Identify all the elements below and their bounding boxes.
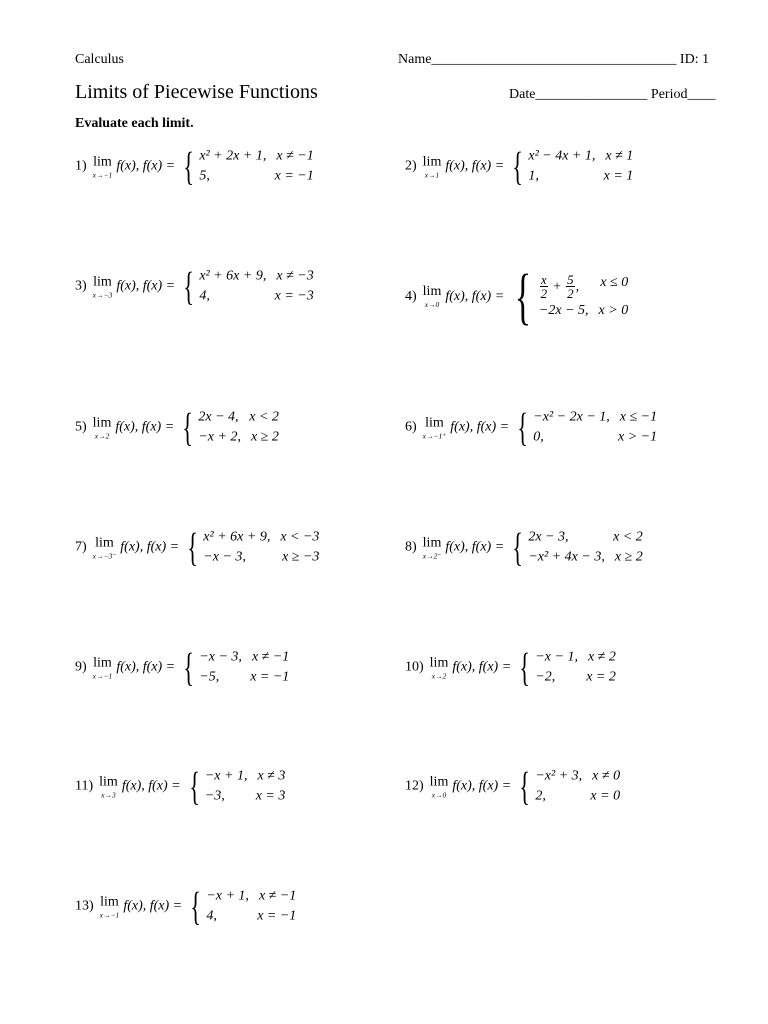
limit-operator — [93, 155, 113, 179]
case-condition: x ≠ −1 — [251, 649, 290, 665]
lim-word: lim — [429, 655, 449, 671]
case-condition: x = −1 — [250, 670, 290, 685]
lim-subscript: x→−1 — [92, 671, 113, 681]
case-expression — [539, 273, 579, 301]
case-row — [528, 528, 642, 548]
lim-word: lim — [425, 415, 444, 431]
case-expression: −x + 1, — [206, 888, 249, 904]
brace-symbol: { — [187, 525, 198, 570]
case-row — [535, 668, 616, 688]
function-label: f(x), f(x) = — [445, 540, 505, 555]
case-row — [533, 408, 657, 428]
brace-symbol: { — [183, 645, 195, 690]
case-row — [206, 907, 296, 927]
function-label: f(x), f(x) = — [115, 420, 175, 435]
problem-number: 13) — [75, 899, 94, 914]
case-expression: −3, — [204, 789, 225, 804]
case-expression: −2, — [535, 670, 556, 685]
case-row — [535, 767, 620, 787]
case-row — [535, 787, 620, 807]
piecewise-cases — [528, 147, 633, 188]
lim-subscript: x→−1 — [99, 910, 120, 920]
lim-subscript: x→1 — [424, 170, 440, 180]
piecewise-cases — [533, 408, 657, 449]
lim-word: lim — [100, 894, 119, 910]
case-condition: x ≠ 2 — [587, 649, 616, 665]
piecewise-cases — [528, 528, 642, 569]
case-row — [539, 273, 628, 301]
case-condition: x = −1 — [274, 169, 314, 184]
brace-symbol: { — [519, 764, 531, 809]
function-label: f(x), f(x) = — [116, 159, 176, 174]
piecewise-cases — [203, 528, 319, 569]
brace-symbol: { — [183, 144, 195, 189]
case-row — [539, 301, 628, 321]
name-id-line: Name___________________________________ ID: 1 — [398, 52, 710, 67]
case-condition: x ≠ −1 — [276, 148, 314, 164]
problem-number: 8) — [405, 540, 417, 555]
problem — [75, 884, 297, 929]
problem — [75, 264, 314, 309]
case-condition: x ≠ 3 — [257, 768, 286, 784]
lim-subscript: x→2⁻ — [422, 551, 442, 561]
case-condition: x < 2 — [249, 409, 279, 425]
problem — [405, 764, 621, 809]
case-condition: x ≥ 2 — [614, 550, 643, 565]
brace-symbol: { — [519, 645, 531, 690]
piecewise-cases — [539, 273, 628, 322]
limit-operator — [423, 285, 442, 309]
case-row — [198, 408, 279, 428]
case-expression: −x − 3, — [199, 649, 242, 665]
case-condition: x = 3 — [255, 789, 286, 804]
function-label: f(x), f(x) = — [452, 779, 512, 794]
fraction — [540, 273, 548, 301]
brace-symbol: { — [183, 264, 195, 309]
case-condition: x ≠ −3 — [276, 268, 314, 284]
function-label: f(x), f(x) = — [123, 899, 183, 914]
limit-operator — [93, 536, 117, 560]
case-expression: x² + 2x + 1, — [199, 148, 267, 164]
case-expression: x² − 4x + 1, — [528, 148, 596, 164]
problem-number: 7) — [75, 540, 87, 555]
page-title: Limits of Piecewise Functions — [75, 81, 318, 103]
piecewise-cases — [199, 267, 313, 308]
limit-operator — [423, 416, 447, 440]
problem — [405, 645, 616, 690]
case-row — [199, 167, 313, 187]
function-label: f(x), f(x) = — [116, 660, 176, 675]
piecewise-cases — [199, 648, 289, 689]
case-row — [205, 787, 286, 807]
lim-word: lim — [95, 535, 114, 551]
case-row — [205, 767, 286, 787]
lim-word: lim — [422, 154, 442, 170]
lim-word: lim — [93, 655, 112, 671]
problem-number: 4) — [405, 289, 417, 304]
lim-word: lim — [429, 774, 449, 790]
plus-sign: + — [548, 279, 566, 295]
piecewise-cases — [199, 147, 313, 188]
function-label: f(x), f(x) = — [120, 540, 180, 555]
problem — [405, 405, 658, 450]
limit-operator — [99, 775, 118, 799]
case-expression: 5, — [199, 169, 210, 184]
case-row — [199, 648, 289, 668]
case-condition: x = 0 — [590, 789, 621, 804]
case-condition: x ≥ −3 — [282, 550, 320, 565]
problem-number: 5) — [75, 420, 87, 435]
lim-subscript: x→−3⁻ — [92, 551, 117, 561]
case-expression: −x² + 4x − 3, — [528, 550, 605, 565]
case-expression: 2x − 4, — [198, 409, 239, 425]
case-row — [199, 147, 313, 167]
lim-word: lim — [422, 535, 442, 551]
case-expression: x² + 6x + 9, — [203, 529, 271, 545]
denominator: 2 — [540, 286, 548, 302]
lim-subscript: x→0 — [431, 790, 447, 800]
case-row — [535, 648, 616, 668]
problem-number: 11) — [75, 779, 94, 794]
case-condition: x ≠ 1 — [605, 148, 634, 164]
lim-subscript: x→−1⁺ — [422, 431, 447, 441]
function-label: f(x), f(x) = — [445, 289, 505, 304]
function-label: f(x), f(x) = — [450, 420, 510, 435]
problem-number: 6) — [405, 420, 417, 435]
case-expression: −x − 3, — [203, 550, 246, 565]
function-label: f(x), f(x) = — [121, 779, 181, 794]
limit-operator — [93, 656, 113, 680]
case-condition: x = −3 — [274, 289, 314, 304]
lim-subscript: x→0 — [424, 300, 440, 310]
problem — [75, 525, 320, 570]
case-condition: x ≤ −1 — [619, 409, 658, 425]
date-period-line: Date________________ Period____ — [509, 87, 716, 102]
lim-subscript: x→2 — [431, 671, 447, 681]
instructions: Evaluate each limit. — [75, 116, 194, 131]
case-condition: x > 0 — [598, 302, 629, 318]
piecewise-cases — [535, 648, 616, 689]
problem — [75, 405, 279, 450]
case-expression: 2x − 3, — [528, 529, 569, 545]
course-label: Calculus — [75, 52, 124, 67]
lim-subscript: x→−3 — [92, 290, 113, 300]
case-row — [206, 887, 296, 907]
brace-symbol: { — [188, 764, 200, 809]
case-row — [199, 267, 313, 287]
case-row — [198, 428, 279, 448]
case-row — [533, 428, 657, 448]
lim-subscript: x→3 — [101, 790, 116, 800]
problem — [405, 525, 643, 570]
case-row — [203, 528, 319, 548]
problem-number: 10) — [405, 660, 424, 675]
limit-operator — [100, 895, 120, 919]
brace-symbol: { — [190, 884, 202, 929]
case-expression: −x² − 2x − 1, — [533, 409, 610, 425]
case-expression: 1, — [528, 169, 539, 184]
case-condition: x < −3 — [280, 529, 320, 545]
case-expression: 2, — [535, 789, 546, 804]
problem-number: 12) — [405, 779, 424, 794]
case-condition: x ≤ 0 — [600, 274, 629, 290]
limit-operator — [93, 275, 113, 299]
case-expression: −x² + 3, — [535, 768, 583, 784]
function-label: f(x), f(x) = — [452, 660, 512, 675]
lim-word: lim — [93, 154, 112, 170]
problem-number: 9) — [75, 660, 87, 675]
comma: , — [575, 279, 580, 295]
lim-word: lim — [422, 284, 442, 300]
case-expression: −2x − 5, — [538, 302, 589, 318]
case-expression: −x − 1, — [535, 649, 578, 665]
brace-symbol: { — [514, 263, 532, 331]
case-row — [528, 548, 642, 568]
case-expression: x² + 6x + 9, — [199, 268, 267, 284]
limit-operator — [423, 155, 442, 179]
case-condition: x > −1 — [618, 430, 658, 445]
problem-number: 2) — [405, 159, 417, 174]
limit-operator — [430, 775, 449, 799]
case-row — [528, 147, 633, 167]
piecewise-cases — [206, 887, 296, 928]
lim-word: lim — [93, 274, 112, 290]
function-label: f(x), f(x) = — [116, 279, 176, 294]
case-condition: x ≠ 0 — [592, 768, 621, 784]
case-row — [528, 167, 633, 187]
brace-symbol: { — [517, 405, 528, 450]
case-expression: −x + 1, — [204, 768, 248, 784]
case-expression: 4, — [206, 909, 217, 924]
fraction — [566, 273, 575, 301]
piecewise-cases — [205, 767, 286, 808]
case-condition: x = 1 — [603, 169, 634, 184]
case-condition: x ≠ −1 — [258, 888, 297, 904]
numerator: 5 — [567, 271, 574, 287]
denominator: 2 — [567, 286, 574, 302]
case-row — [203, 548, 319, 568]
case-expression: −5, — [199, 670, 220, 685]
lim-subscript: x→2 — [94, 431, 110, 441]
problem-number: 1) — [75, 159, 87, 174]
case-row — [199, 668, 289, 688]
lim-word: lim — [92, 415, 112, 431]
lim-subscript: x→−1 — [92, 170, 113, 180]
case-condition: x = −1 — [257, 909, 297, 924]
problem — [75, 144, 314, 189]
problem — [405, 263, 629, 331]
brace-symbol: { — [512, 144, 524, 189]
case-condition: x < 2 — [613, 529, 643, 545]
problem-number: 3) — [75, 279, 87, 294]
numerator: x — [540, 271, 547, 287]
piecewise-cases — [198, 408, 279, 449]
problem — [75, 764, 286, 809]
case-expression: −x + 2, — [198, 430, 241, 445]
case-expression: 0, — [533, 430, 544, 445]
problem — [405, 144, 634, 189]
limit-operator — [430, 656, 449, 680]
case-condition: x ≥ 2 — [250, 430, 279, 445]
problem — [75, 645, 290, 690]
function-label: f(x), f(x) = — [445, 159, 505, 174]
piecewise-cases — [535, 767, 620, 808]
lim-word: lim — [99, 774, 118, 790]
brace-symbol: { — [182, 405, 194, 450]
limit-operator — [93, 416, 112, 440]
limit-operator — [423, 536, 442, 560]
case-condition: x = 2 — [586, 670, 616, 685]
case-row — [199, 287, 313, 307]
case-expression: 4, — [199, 289, 210, 304]
brace-symbol: { — [512, 525, 524, 570]
